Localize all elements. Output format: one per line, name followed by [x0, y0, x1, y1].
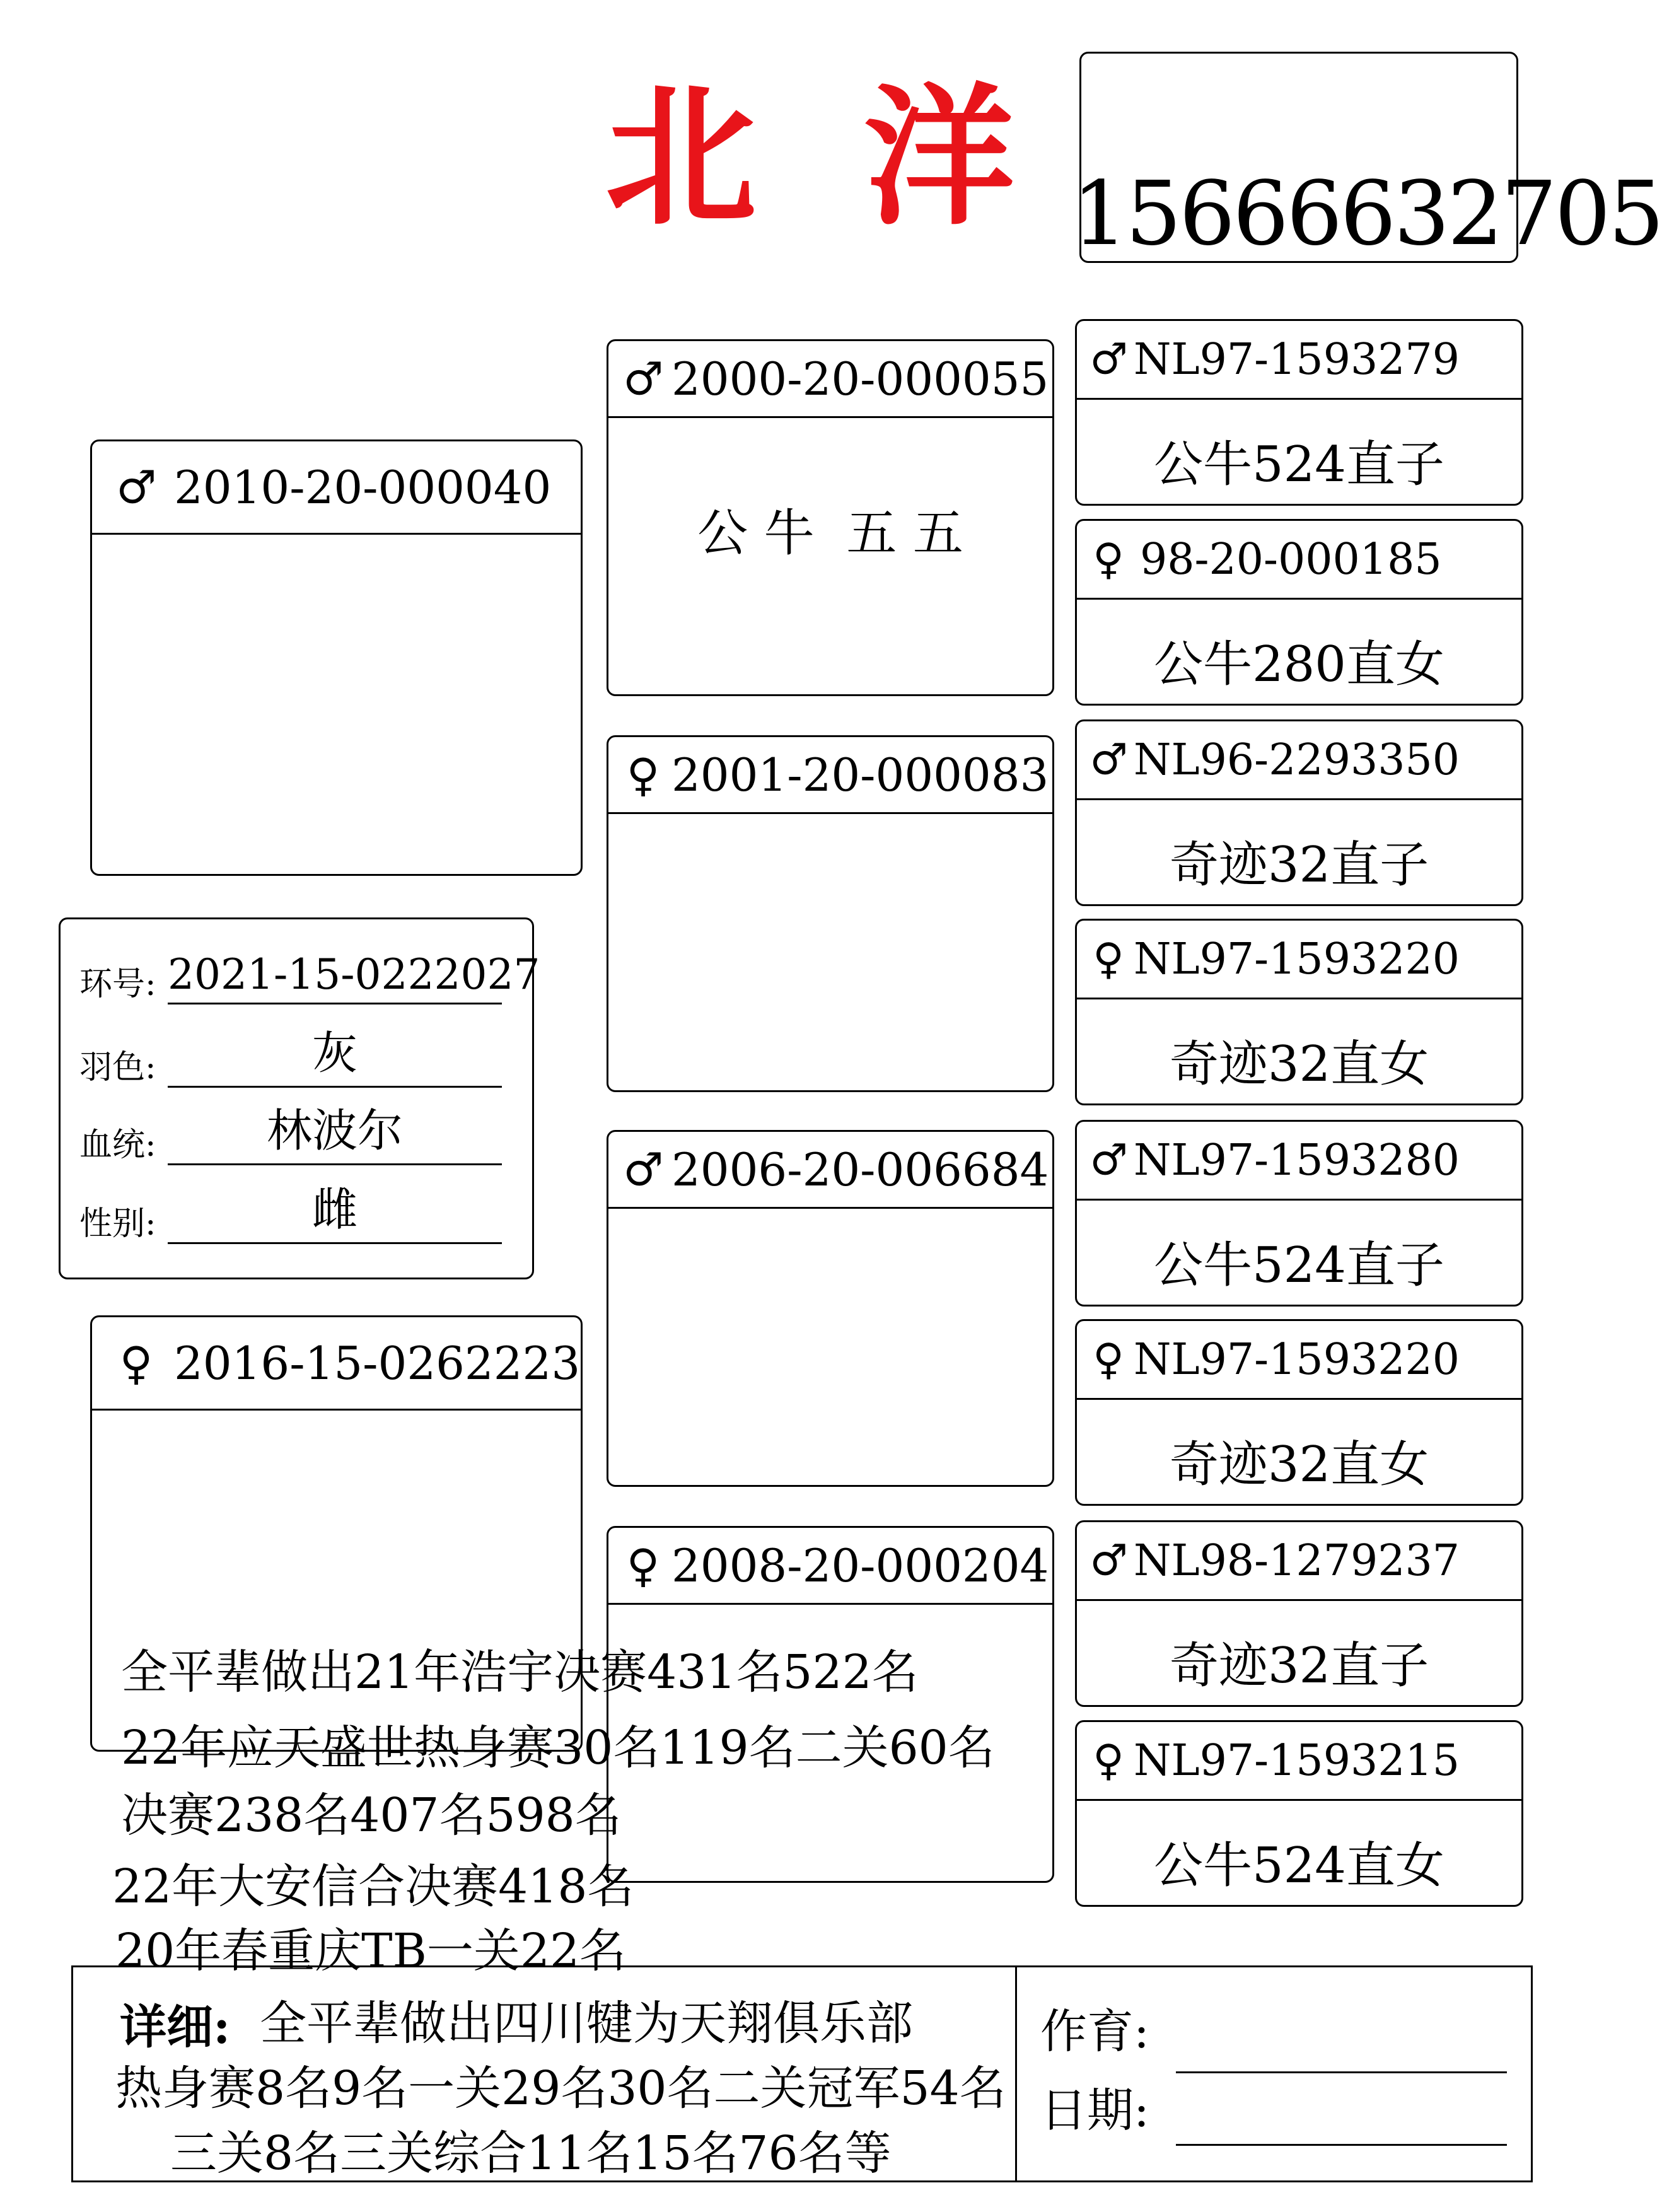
great-grandparent-ring: NL97-1593220	[1134, 934, 1460, 984]
ring-label: 环号:	[79, 965, 156, 1003]
male-symbol-icon: ♂	[622, 1143, 664, 1196]
grandparent-box	[607, 1526, 1054, 1883]
title-right-char: 洋	[864, 69, 1016, 246]
male-symbol-icon: ♂	[1090, 735, 1128, 785]
male-symbol-icon: ♂	[1090, 1135, 1128, 1185]
performance-note: 全平辈做出21年浩宇决赛431名522名	[121, 1645, 919, 1699]
bloodline-label: 血统:	[79, 1126, 156, 1164]
great-grandparent-ring: NL96-2293350	[1134, 735, 1460, 785]
great-grandparent-name: 奇迹32直女	[1169, 1036, 1429, 1093]
great-grandparent-box	[1075, 319, 1523, 506]
color-value: 灰	[311, 1027, 357, 1080]
female-symbol-icon: ♀	[1093, 934, 1124, 984]
great-grandparent-box	[1075, 1720, 1523, 1907]
date-label: 日期:	[1040, 2083, 1149, 2138]
great-grandparent-ring: NL98-1279237	[1134, 1535, 1460, 1586]
great-grandparent-ring: NL97-1593220	[1134, 1334, 1460, 1385]
details-line: 全平辈做出四川犍为天翔俱乐部	[260, 1996, 913, 2051]
great-grandparent-name: 公牛524直子	[1154, 1237, 1444, 1294]
great-grandparent-box	[1075, 919, 1523, 1105]
date-signature-line[interactable]	[1176, 2144, 1507, 2146]
performance-note: 22年大安信合决赛418名	[112, 1860, 634, 1914]
great-grandparent-ring: 98-20-000185	[1140, 534, 1442, 585]
great-grandparent-name: 公牛524直子	[1154, 436, 1444, 493]
grandparent-name: 公 牛 五 五	[697, 504, 963, 562]
grandparent-ring: 2000-20-000055	[671, 352, 1049, 405]
grandparent-box	[607, 339, 1054, 696]
grandparent-box	[607, 735, 1054, 1092]
performance-note: 决赛238名407名598名	[121, 1788, 622, 1842]
female-symbol-icon: ♀	[1093, 1334, 1124, 1385]
details-line: 热身赛8名9名一关29名30名二关冠军54名	[115, 2061, 1006, 2116]
pigeon-info-box	[59, 917, 540, 1279]
female-symbol-icon: ♀	[1093, 1735, 1124, 1786]
details-line: 三关8名三关综合11名15名76名等	[170, 2126, 892, 2180]
grandparent-box	[607, 1130, 1054, 1487]
grandparent-ring: 2008-20-000204	[671, 1539, 1049, 1592]
details-label: 详细:	[120, 2000, 231, 2054]
dam-ring: 2016-15-0262223	[174, 1336, 581, 1390]
male-symbol-icon: ♂	[1090, 334, 1128, 385]
great-grandparent-ring: NL97-1593215	[1134, 1735, 1460, 1786]
grandparent-ring: 2001-20-000083	[671, 748, 1049, 801]
color-label: 羽色:	[79, 1049, 156, 1086]
great-grandparent-name: 奇迹32直子	[1169, 1638, 1429, 1694]
table-divider	[1015, 1967, 1017, 2180]
female-symbol-icon: ♀	[626, 1539, 660, 1592]
bloodline-value: 林波尔	[266, 1104, 403, 1157]
breeder-label: 作育:	[1040, 2005, 1149, 2059]
performance-note: 20年春重庆TB一关22名	[115, 1924, 627, 1978]
ring-value: 2021-15-0222027	[168, 950, 540, 999]
male-symbol-icon: ♂	[622, 352, 664, 405]
performance-note: 22年应天盛世热身赛30名119名二关60名	[121, 1721, 995, 1775]
great-grandparent-box	[1075, 1520, 1523, 1707]
great-grandparent-name: 公牛280直女	[1154, 636, 1444, 693]
female-symbol-icon: ♀	[1093, 534, 1124, 585]
sex-value: 雌	[311, 1183, 357, 1236]
sire-ring: 2010-20-000040	[174, 460, 552, 514]
great-grandparent-box	[1075, 519, 1523, 706]
great-grandparent-box	[1075, 1319, 1523, 1506]
great-grandparent-box	[1075, 719, 1523, 906]
sex-label: 性别:	[79, 1205, 156, 1243]
great-grandparent-name: 奇迹32直子	[1169, 837, 1429, 894]
great-grandparent-name: 公牛524直女	[1154, 1837, 1444, 1894]
male-symbol-icon: ♂	[1090, 1535, 1128, 1586]
female-symbol-icon: ♀	[119, 1336, 153, 1390]
grandparent-ring: 2006-20-006684	[671, 1143, 1049, 1196]
great-grandparent-box	[1075, 1120, 1523, 1307]
great-grandparent-name: 奇迹32直女	[1169, 1436, 1429, 1493]
sire-box	[90, 439, 583, 876]
title-left-char: 北	[605, 69, 757, 246]
male-symbol-icon: ♂	[115, 460, 157, 514]
great-grandparent-ring: NL97-1593280	[1134, 1135, 1460, 1185]
great-grandparent-ring: NL97-1593279	[1134, 334, 1460, 385]
breeder-signature-line[interactable]	[1176, 2071, 1507, 2073]
phone-number: 15666632705	[1072, 163, 1662, 265]
female-symbol-icon: ♀	[626, 748, 660, 801]
